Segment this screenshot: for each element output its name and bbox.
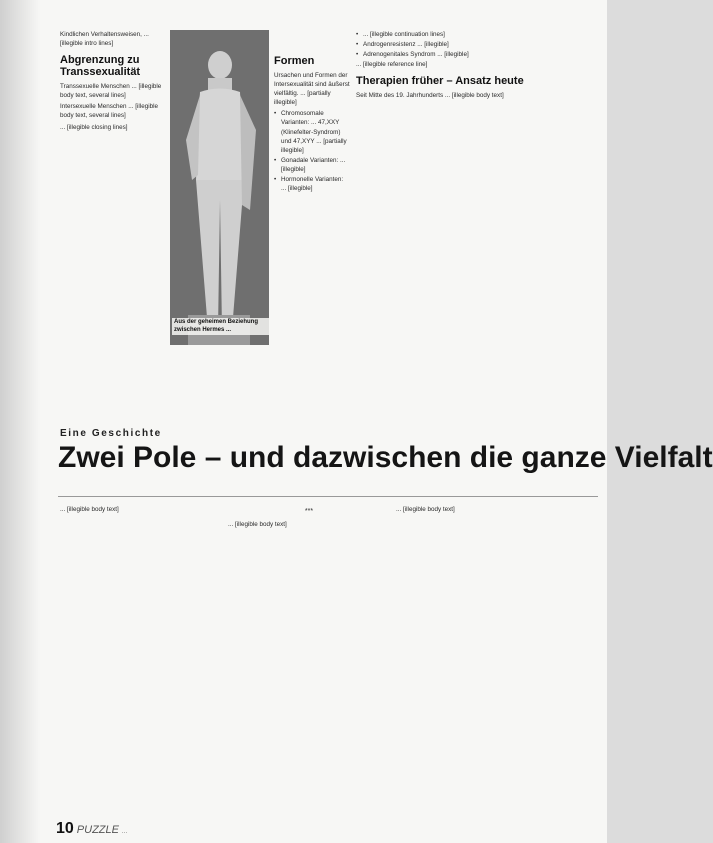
statue-photo [170, 30, 269, 345]
col1-paragraph: Intersexuelle Menschen ... [illegible body text, several lines] [60, 103, 159, 120]
page-footer [56, 820, 128, 838]
article-text-a: ... [illegible body text] [60, 506, 119, 513]
section-label: Eine Geschichte [60, 428, 162, 439]
col1-intro: Kindlichen Verhaltensweisen, ... [illegible intro lines] [60, 31, 149, 48]
article-headline: Zwei Pole – und dazwischen die ganze Vielfalt [58, 441, 713, 474]
col2-bullet: • Chromosomale Varianten: ... 47,XXY (Klinefelter-Syndrom) und 47,XYY ... [partially illegible] [281, 109, 350, 154]
column-1 [60, 30, 168, 420]
col2-bullet: • Hormonelle Varianten: ... [illegible] [281, 175, 350, 193]
col3-bullet: • ... [illegible continuation lines] [363, 30, 582, 39]
col2-bullet: • Gonadale Varianten: ... [illegible] [281, 156, 350, 174]
article-text-b: ... [illegible body text] [228, 521, 287, 529]
col3-reference: ... [illegible reference line] [356, 61, 428, 69]
col3-subhead: Therapien früher – Ansatz heute [356, 75, 524, 88]
column-2 [274, 55, 350, 420]
page-shadow [0, 0, 40, 843]
col3-bullet: • Androgenresistenz ... [illegible] [363, 40, 582, 49]
col3-paragraph: Seit Mitte des 19. Jahrhunderts ... [illegible body text] [356, 92, 504, 100]
col3-bullet: • Adrenogenitales Syndrom ... [illegible] [363, 50, 582, 59]
col2-intro: Ursachen und Formen der Intersexualität sind äußerst vielfältig. ... [partially illegible] [274, 72, 350, 107]
article-text-c: ... [illegible body text] [396, 506, 455, 513]
footer-subtitle: ... [121, 828, 128, 835]
headline-rule [58, 496, 598, 497]
col1-paragraph: ... [illegible closing lines] [60, 123, 128, 131]
column-3 [356, 30, 582, 420]
section-separator: *** [304, 508, 314, 515]
col2-subhead: Formen [274, 55, 315, 67]
magazine-name: PUZZLE [76, 824, 119, 836]
article-column-a [60, 505, 222, 810]
photo-caption: Aus der geheimen Beziehung zwischen Hermes ... [172, 318, 271, 335]
col1-subhead: Abgrenzung zu Transsexualität [60, 54, 141, 79]
statue-figure-image [170, 30, 269, 345]
article-column-c [396, 505, 566, 810]
col1-paragraph: Transsexuelle Menschen ... [illegible body text, several lines] [60, 83, 162, 100]
article-column-b [228, 505, 390, 810]
page-number: 10 [56, 820, 74, 837]
